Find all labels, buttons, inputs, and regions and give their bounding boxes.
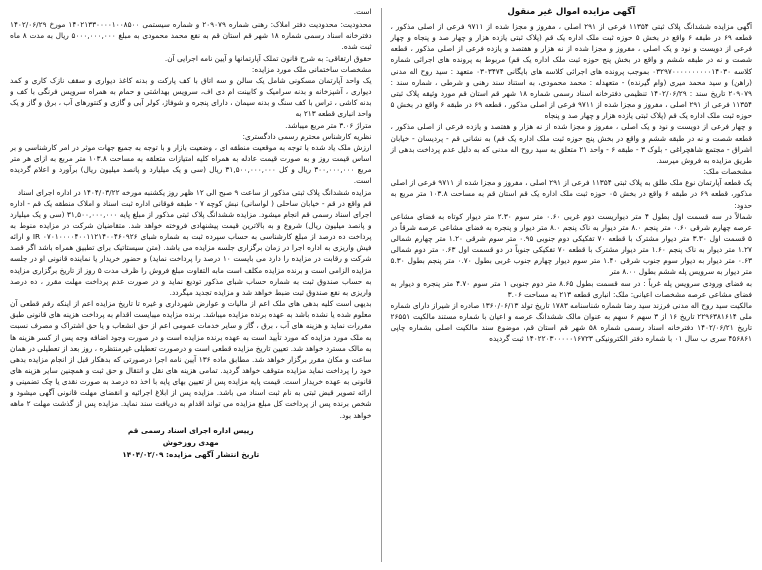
ownership-paragraph: مالکیت سید روح اله مدنی فرزند سید رضا شماره شناسنامه ۱۷۸۳ تاریخ تولد ۱۳۶۰/۰۶/۱۳ صادره از شیراز دارای شماره ملی ۲۲۹۶۳۸۱۶۱۴ تاریخ ۱۶ از ۳ سهم ۶ سهم به عنوان مالک ششدانگ عرصه و اعیان با شماره مستند مالکیت ۲۶۵۵۱ تاریخ ۱۴۰۲/۰۶/۲۱ دفترخانه اسناد رسمی شماره ۵۸ شهر قم استان قم، موضوع سند مالکیت اصلی بشماره چاپی ۴۵۶۸۶۱ سری ب سال ۰۱ با شماره دفتر الکترونیکی ۱۴۰۲۲۰۳۰۰۰۰۰۱۶۷۲۳ ثبت گردیده [390, 300, 752, 344]
auction-conditions-paragraph: قم واقع در قم - خیابان ساحلی ( لواسانی) نبش کوچه ۷ - طبقه فوقانی اداره ثبت اسناد و املاک منطقه یک قم - اداره اجرای اسناد رسمی قم انجام میشود. مزایده ششدانگ پلاک ثبتی مذکور از مبلغ پایه ۳۱,۵۰۰,۰۰۰,۰۰۰ (سی و یک میلیارد و پانصد میلیون ریال) شروع و به بالاترین قیمت پیشنهادی فروخته خواهد شد. متقاضیان شرکت در مزایده منوط به پرداخت ده درصد از مبلغ کارشناسی به حساب سپرده ثبت به شماره شبای IR ۰۷۰۱۰۰۰۰۴۰۰۱۱۲۱۴۰۰۴۶۰۹۲۶ و ارائه فیش واریزی به اداره اجرا در زمان برگزاری جلسه مزایده می باشد. (متن سیستاتیک برای تطبیق همراه باشد اگر قصد شرکت و رقابت در مزایده را دارد می بایست ۱۰ درصد را پرداخت نماید) و حضور خریدار یا نماینده قانونی او در جلسه مزایده الزامی است و برنده مزایده مکلف است مابه التفاوت مبلغ فروش را ظرف مدت ۵ روز از تاریخ برگزاری مزایده به حساب صندوق ثبت به شماره حساب شبای مذکور تودیع نماید و در صورت عدم پرداخت مهلت مقرر ، ده درصد واریزی به نفع صندوق ثبت ضبط خواهد شد و مزایده تجدید میگردد. [10, 198, 372, 297]
signature-block [10, 425, 372, 461]
property-specs-heading: مشخصات ملک: [703, 167, 752, 177]
notice-paragraph: یک قطعه آپارتمان نوع ملک طلق به پلاک ثبتی ۱۱۳۵۴ فرعی از ۲۹۱ اصلی ، مفروز و مجزا شده از ۹۷۱۱ فرعی از اصلی مذکور، قطعه ۶۹ در طبقه ۶ واقع در بخش ۰۵ حوزه ثبت ملک اداره یک قم استان قم به مساحت ۱۰۳.۸ متر مربع به حدود: [390, 178, 752, 210]
column-divider [381, 8, 382, 562]
notice-paragraph: به فضای ورودی سرویس پله غرباً : در سه قسمت بطول ۸.۶۵ متر دوم جنوبی ۱ متر سوم ۴.۷۰ متر پنجره و دیوار به فضای مشاعی عرصه مشخصات اعیانی: ملک: انباری قطعه ۲۱۳ به مساحت ۳.۰۶ [390, 278, 752, 299]
notice-title: آگهی مزایده اموال غیر منقول [507, 7, 636, 17]
expert-opinion-heading: نظریه کارشناس محترم رسمی دادگستری: [242, 131, 372, 141]
notice-paragraph: و چهار فرعی از دویست و نود و یک اصلی ، مفروز و مجزا شده از نه هزار و هفتصد و یازده فرعی از اصلی مذکور ، قطعه شصت و نه در طبقه ششم و واقع در بخش پنج حوزه ثبت ملک اداره یک قم) به نشانی قم - پردیسان - خیابان اشراق - مجتمع شاهچراغی - بلوک ۳ - طبقه ۶ - واحد ۲۱ متعلق به سید روح اله مدنی که به دلیل عدم پرداخت بدهی از طریق مزایده به فروش میرسد. [390, 122, 752, 165]
notice-left-column [10, 6, 381, 564]
building-specs-paragraph: یک واحد آپارتمان مسکونی شامل یک سالن و سه اتاق با کف پارکت و بدنه کاغذ دیواری و سقف نازک کاری و کمد دیواری ، آشپزخانه و بدنه سرامیک و کابینت ام دی اف، سرویس بهداشتی و حمام به همراه سرویس فرنگی با کف و بدنه کاشی ، تراس با کف سنگ و بدنه سیمان ، دارای پنجره و شوفاژ، کولر آبی و گازی و کنتورهای آب ، برق و گاز و یک واحد انباری قطعه ۲۱۳ به [10, 75, 372, 119]
publication-date: تاریخ انتشار آگهی مزایده: ۱۴۰۴/۰۲/۰۹ [122, 449, 260, 459]
restrictions-paragraph: محدودیت: محدودیت دفتر املاک: رهنی شماره ۲۰۹۰۷۹ و شماره سیستمی ۱۴۰۲۱۳۳۰۰۰۰۱۰۰۸۵۰۰ مورخ ۱۴۰۲/۰۶/۲۹ دفترخانه اسناد رسمی شماره ۱۸ شهر قم استان قم به نفع محمد محمودی به مبلغ ۵۰۰۰,۰۰۰,۰۰۰ ریال به مدت ۸ ماه ثبت شده. [10, 20, 372, 52]
notice-right-column [382, 6, 753, 564]
property-boundaries: شمالاً در سه قسمت اول بطول ۴ متر دیواریست دوم غربی ۰.۶۰ متر سوم ۲.۳۰ متر دیوار کوتاه به فضای مشاعی عرصه چهارم شرقی ۰.۶۰ متر پنجم ۸.۰ متر دیوار به ناک پنجم ۸.۰ متر دیوار و پنجره به فضای مشاعی عرصه شرقاً در ۵ قسمت اول ۳.۳۰ متر دیوار مشترک با قطعه ۷۰ تفکیکی دوم جنوبی ۰.۹۵ متر سوم شرقی ۱.۲۰ متر چهارم شمالی ۱.۲۷ متر دیوار به ناک پنجم ۱.۶۰ متر دیوار مشترک با قطعه ۷۰ تفکیکی جنوباً در دو قسمت اول ۰.۶۳ متر دوم شمالی ۰.۶۳ متر دیوار به دیوار سوم جنوب شرقی ۱.۴۰ متر سوم دیوار چهارم جنوب غربی بطول ۰.۷۰ متر پنجم بطول ۵.۳۰ متر دیوار به سرویس پله ششم بطول ۸.۰۰ متر [390, 211, 752, 277]
signatory-title: رییس اداره اجرای اسناد رسمی قم [127, 425, 254, 435]
notice-paragraph: آگهی مزایده ششدانگ پلاک ثبتی ۱۱۳۵۴ فرعی از ۲۹۱ اصلی ، مفروز و مجزا شده از ۹۷۱۱ فرعی از اصلی مذکور ، قطعه ۶۹ در طبقه ۶ واقع در بخش ۵ حوزه ثبت ملک اداره یک قم (پلاک ثبتی یازده هزار و چهار صد و پنجاه و چهار فرعی از دویست و نود و یک اصلی ، مفروز و مجزا شده از نه هزار و هفتصد و یازده فرعی از اصلی مذکور ، قطعه شصت و نه در طبقه ششم و واقع در بخش پنج حوزه ثبت ملک اداره یک قم) مربوط به پرونده های اجرائی شماره کلاسه ۰۳۲۹۷۰۰۰۰۰۰۰۰۰۰۱۴۰۳۰ بموجب پرونده های اجرائی کلاسه های بایگانی ۰۳۰۳۴۷۴ متعهد : سید روح اله مدنی (راهن) و سید محمد میری (وام گیرنده) - متعهدله : محمد محمودی، به استناد سند رهنی و شرطی ، شماره سند : ۲۰۹۰۷۹ تاریخ سند : ۱۴۰۲/۰۶/۲۹ تنظیمی دفترخانه اسناد رسمی شماره ۱۸ شهر قم استان قم مورد وثیقه پلاک ثبتی ۱۱۳۵۴ فرعی از ۲۹۱ اصلی ، مفروز و مجزا شده از ۹۷۱۱ فرعی از اصلی مذکور ، قطعه ۶۹ در طبقه ۶ واقع در بخش ۵ حوزه ثبت ملک اداره یک قم (پلاک ثبتی یازده هزار و چهار صد و پنجاه [390, 22, 752, 121]
valuation-paragraph: ارزش ملک یاد شده با توجه به موقعیت منطقه ای ، وضعیت بازار و با توجه به جمیع جهات موثر در امر کارشناسی و بر اساس قیمت روز و به صورت قیمت عادله به همراه کلیه امتیازات متعلقه به مساحت ۱۰۳.۸ متر مربع به ازای هر متر مربع ۳۰۰,۰۰۰,۰۰۰ ریال و کل ۳۱,۵۰۰,۰۰۰,۰۰۰ ریال (سی و یک میلیارد و پانصد میلیون ریال) برآورد و اعلام گردیده است. [10, 142, 372, 186]
auction-time-paragraph: مزایده ششدانگ پلاک ثبتی مذکور از ساعت ۹ صبح الی ۱۲ ظهر روز یکشنبه مورخه ۱۴۰۴/۰۳/۲۲ در اداره اجرای اسناد [17, 187, 372, 197]
signatory-name: مهدی روزخوش [162, 437, 219, 447]
continuation-word: است. [353, 7, 372, 16]
easement-paragraph: حقوق ارتفاقی: به شرح قانون تملک آپارتمانها و آیین نامه اجرایی آن. [164, 53, 372, 63]
notice-paragraph: متراژ ۳.۰۶ متر مربع میباشد. [285, 120, 372, 130]
auction-terms-paragraph: بدیهی است کلیه بدهی های ملک اعم از مالیات و عوارض شهرداری و غیره تا تاریخ مزایده اعم از اینکه رقم قطعی آن معلوم شده یا نشده باشد به عهده برنده مزایده میباشد. برنده مزایده میبایست اقدام به پرداخت هزینه های قانونی طبق مقررات نماید و هزینه های آب ، برق ، گاز و سایر خدمات عمومی اعم از حق انشعاب و یا حق اشتراک و مصرف نسبت به ملک مورد مزایده که مورد تأیید است به عهده برنده مزایده است و در صورت وجود اضافه وجه پس از کسر هزینه ها به مالک مسترد خواهد شد. تعیین تاریخ مزایده قطعی است و درصورت تعطیلی غیرمنتظره ، روز بعد از تعطیلی در همان ساعت و مکان مقرر برگزار خواهد شد. مطابق ماده ۱۳۶ آیین نامه اجرا درصورتی که بدهکار قبل از انجام مزایده بدهی خود را پرداخت نماید مزایده متوقف خواهد گردید. تمامی هزینه های نقل و انتقال و حق ثبت و همچنین سایر هزینه های قانونی به عهده خریدار است. قیمت پایه مزایده پس از تعیین بهای پایه با اخذ ده درصد به صورت نقدی یا چک تضمینی و ارائه تصویر قبض ثبتی به نام ثبت اسناد می باشد. مزایده پس از ابلاغ اجرائیه و انقضای مهلت قانونی آگهی میشود و شخص برنده پس از پرداخت کل مبلغ مزایده می تواند اقدام به دریافت سند نماید. مزایده پس از گذشت مهلت ۲ ماهه خواهد بود. [10, 299, 372, 420]
building-specs-heading: مشخصات ساختمانی ملک مورد مزایده: [251, 64, 372, 74]
